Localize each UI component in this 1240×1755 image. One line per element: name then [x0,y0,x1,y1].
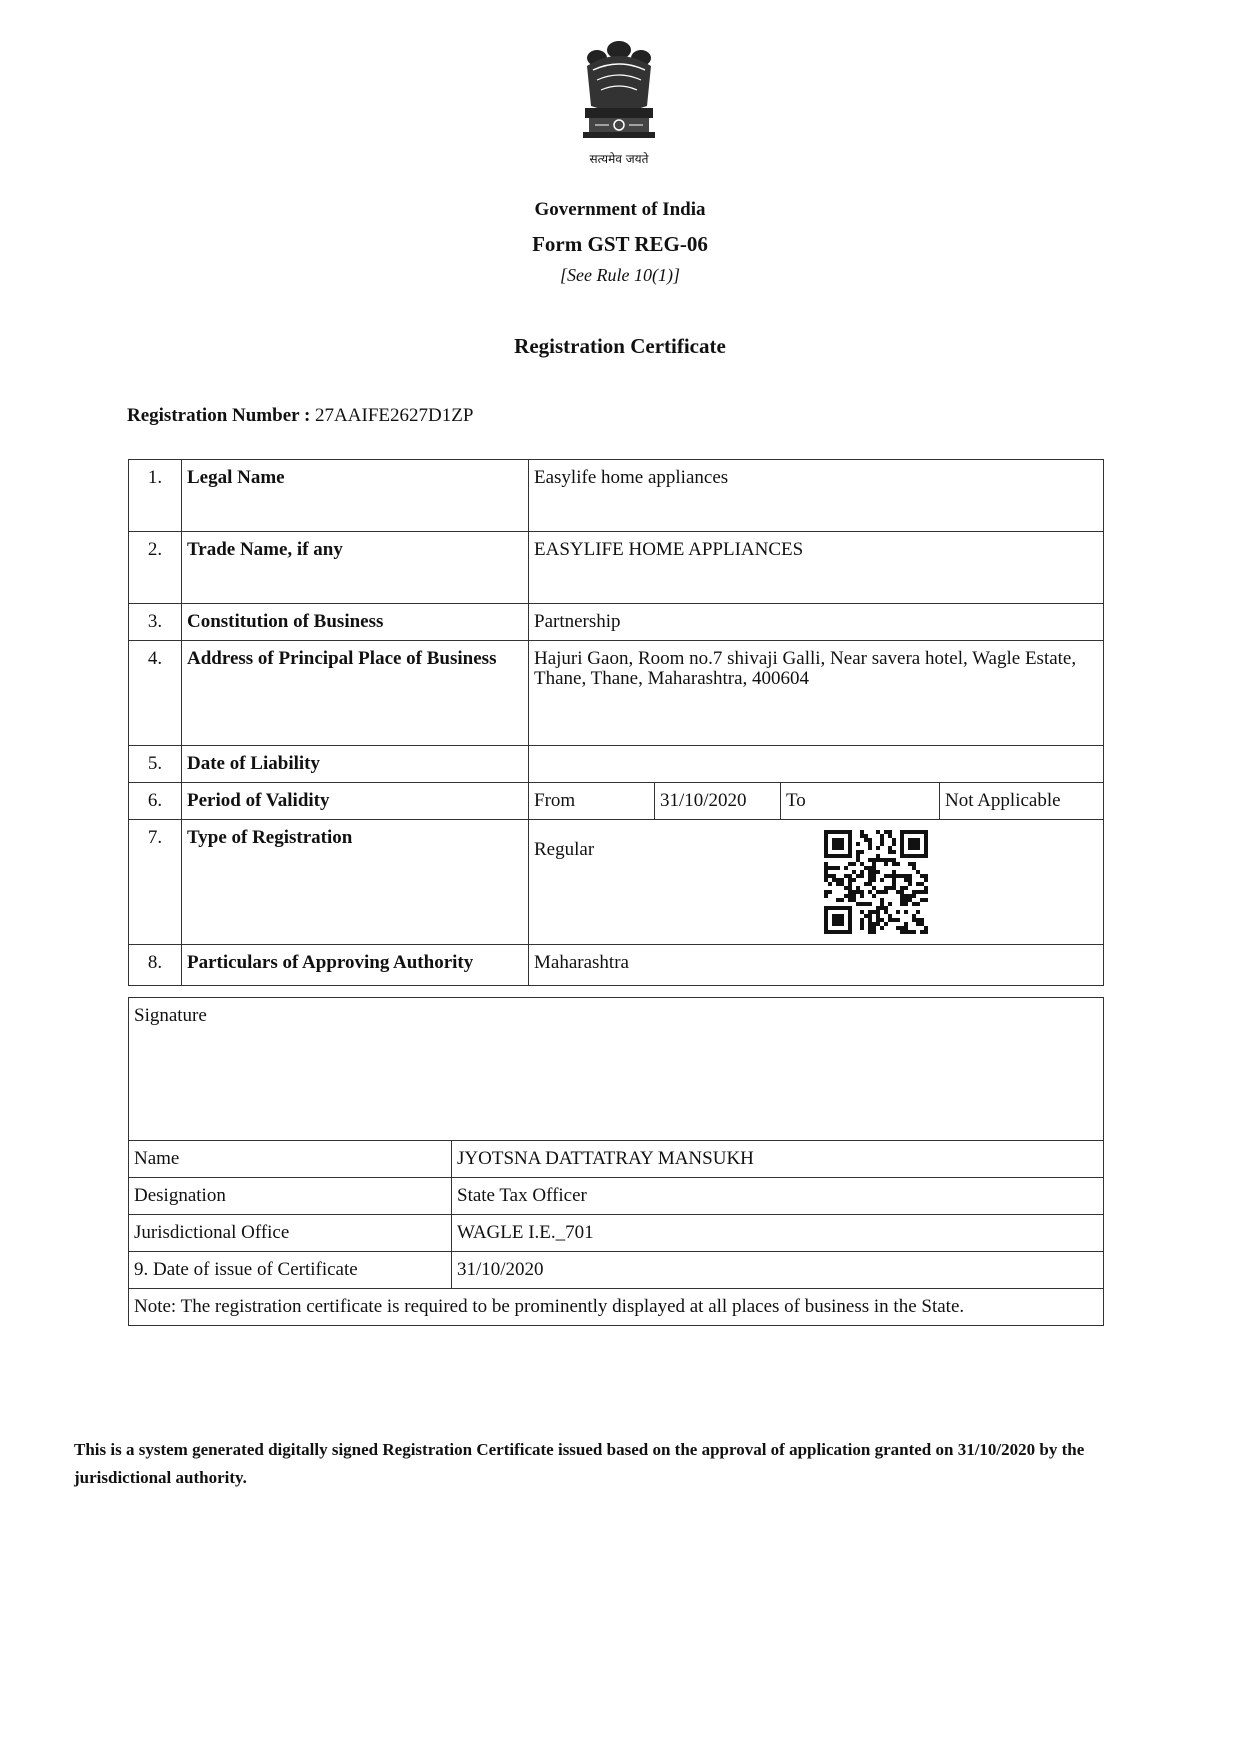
validity-to-value: Not Applicable [940,783,1104,820]
row-label: Constitution of Business [182,604,529,641]
certificate-table [128,459,1104,986]
row-number: 7. [129,820,182,945]
approving-authority-value: Maharashtra [529,945,1104,986]
name-label: Name [129,1141,452,1178]
issue-date-label: 9. Date of issue of Certificate [129,1252,452,1289]
legal-name-value: Easylife home appliances [529,460,1104,532]
designation-label: Designation [129,1178,452,1215]
row-number: 3. [129,604,182,641]
table-row [129,1252,1104,1289]
row-number: 8. [129,945,182,986]
row-number: 6. [129,783,182,820]
signature-label: Signature [129,998,1104,1141]
table-row [129,604,1104,641]
table-row [129,1178,1104,1215]
table-row [129,1215,1104,1252]
row-label: Type of Registration [182,820,529,945]
row-label: Particulars of Approving Authority [182,945,529,986]
address-value: Hajuri Gaon, Room no.7 shivaji Galli, Near savera hotel, Wagle Estate, Thane, Thane, Maharashtra, 400604 [529,641,1104,746]
validity-from-label: From [529,783,655,820]
registration-type-value: Regular [534,839,595,860]
emblem-motto: सत्यमेव जयते [589,152,649,166]
jurisdictional-office-value: WAGLE I.E._701 [452,1215,1104,1252]
table-row [129,460,1104,532]
row-label: Legal Name [182,460,529,532]
qr-code-icon [824,830,928,934]
government-heading: Government of India [534,199,706,220]
table-row [129,746,1104,783]
row-label: Address of Principal Place of Business [182,641,529,746]
row-number: 1. [129,460,182,532]
signature-table [128,997,1104,1326]
national-emblem-icon [577,36,661,154]
registration-number-value: 27AAIFE2627D1ZP [315,405,474,426]
jurisdictional-office-label: Jurisdictional Office [129,1215,452,1252]
row-label: Date of Liability [182,746,529,783]
constitution-value: Partnership [529,604,1104,641]
row-label: Period of Validity [182,783,529,820]
table-row [129,820,1104,945]
row-number: 5. [129,746,182,783]
validity-from-value: 31/10/2020 [655,783,781,820]
footer-statement: This is a system generated digitally signed Registration Certificate issued based on the approval of application granted on 31/10/2020 by the jurisdictional authority. [74,1440,1085,1487]
table-row [129,1141,1104,1178]
note-text: Note: The registration certificate is required to be prominently displayed at all places of business in the State. [129,1289,1104,1326]
table-row [129,532,1104,604]
table-row [129,1289,1104,1326]
table-row [129,641,1104,746]
date-of-liability-value [529,746,1104,783]
form-rule: [See Rule 10(1)] [560,265,680,285]
issue-date-value: 31/10/2020 [452,1252,1104,1289]
table-row [129,945,1104,986]
trade-name-value: EASYLIFE HOME APPLIANCES [529,532,1104,604]
row-number: 2. [129,532,182,604]
signature-row [129,998,1104,1141]
registration-number-line [127,405,473,427]
form-title: Form GST REG-06 [532,232,708,256]
certificate-title: Registration Certificate [514,334,726,358]
table-row [129,783,1104,820]
validity-to-label: To [781,783,940,820]
registration-type-cell [529,820,1104,945]
registration-number-label: Registration Number : [127,405,311,426]
row-number: 4. [129,641,182,746]
designation-value: State Tax Officer [452,1178,1104,1215]
row-label: Trade Name, if any [182,532,529,604]
name-value: JYOTSNA DATTATRAY MANSUKH [452,1141,1104,1178]
